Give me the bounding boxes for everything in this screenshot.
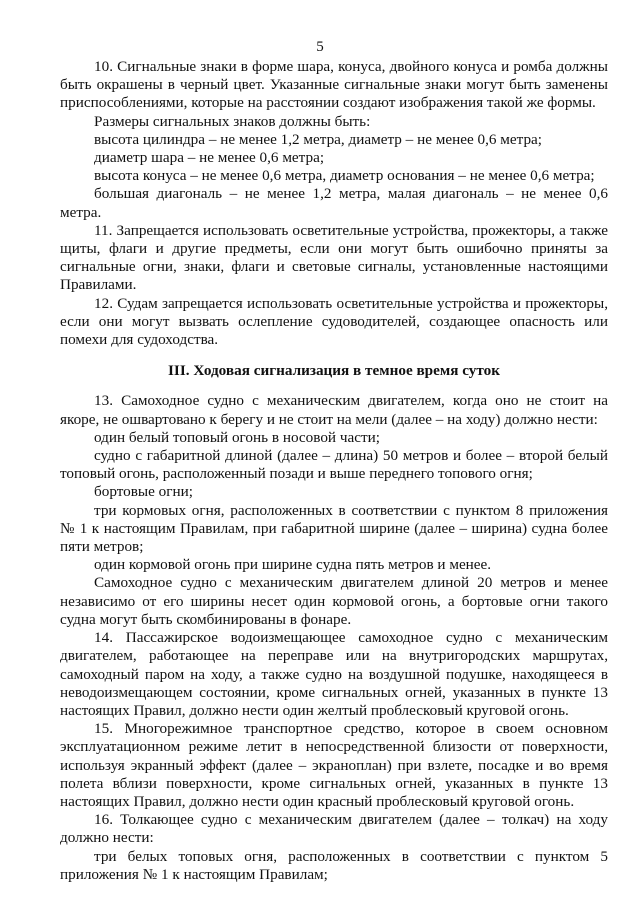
paragraph-sizes-intro: Размеры сигнальных знаков должны быть: [94,112,371,130]
paragraph-13-item-4: три кормовых огня, расположенных в соответствии с пунктом 8 приложения № 1 к настоящим Правилам, при габаритной ширине (далее – ширина) судна более пяти метров; [60,501,608,556]
paragraph-13-item-2: судно с габаритной длиной (далее – длина) 50 метров и более – второй белый топовый огонь, расположенный позади и выше переднего топового огня; [60,447,608,483]
paragraph-cylinder-size: высота цилиндра – не менее 1,2 метра, диаметр – не менее 0,6 метра; [94,130,543,148]
paragraph-13-note: Самоходное судно с механическим двигателем длиной 20 метров и менее независимо от его ширины несет один кормовой огонь, а бортовые огни такого судна могут быть скомбинированы в фонаре. [60,574,608,628]
page-number: 5 [316,39,324,55]
paragraph-16: 16. Толкающее судно с механическим двигателем (далее – толкач) на ходу должно нести: [60,811,608,847]
paragraph-15: 15. Многорежимное транспортное средство, которое в своем основном эксплуатационном режиме летит в непосредственной близости от поверхности, используя экранный эффект (далее – экраноплан) при взлете, посадке и во время полета вблизи поверхности, кроме сигнальных огней, указанных в пункте 13 настоящих Правил, должно нести один красный проблесковый круговой огонь. [60,720,608,810]
paragraph-10: 10. Сигнальные знаки в форме шара, конуса, двойного конуса и ромба должны быть окрашены в черный цвет. Указанные сигнальные знаки могут быть заменены приспособлениями, которые на расстоянии создают изображения такой же формы. [60,58,608,112]
paragraph-ball-size: диаметр шара – не менее 0,6 метра; [94,149,325,167]
paragraph-11: 11. Запрещается использовать осветительные устройства, прожекторы, а также щиты, флаги и другие предметы, если они могут быть ошибочно приняты за сигнальные огни, знаки, флаги и световые сигналы, установленные настоящими Правилами. [60,221,608,294]
paragraph-12: 12. Судам запрещается использовать осветительные устройства и прожекторы, если они могут вызвать ослепление судоводителей, создающее опасность или помехи для судоходства. [60,294,608,349]
paragraph-13: 13. Самоходное судно с механическим двигателем, когда оно не стоит на якоре, не ошвартовано к берегу и не стоит на мели (далее – на ходу) должно нести: [60,392,608,428]
paragraph-13-item-1: один белый топовый огонь в носовой части; [94,428,380,446]
paragraph-14: 14. Пассажирское водоизмещающее самоходное судно с механическим двигателем, работающее на переправе или на внутригородских маршрутах, самоходный паром на ходу, а также судно на воздушной подушке, находящееся в неводоизмещающем состоянии, кроме сигнальных огней, указанных в пункте 13 настоящих Правил, должно нести один желтый проблесковый круговой огонь. [60,629,608,719]
paragraph-rhombus-size: большая диагональ – не менее 1,2 метра, малая диагональ – не менее 0,6 метра. [60,185,608,221]
document-body [60,58,608,884]
section-heading: III. Ходовая сигнализация в темное время суток [168,362,500,380]
paragraph-16-item-1: три белых топовых огня, расположенных в соответствии с пунктом 5 приложения № 1 к настоящим Правилам; [60,847,608,883]
paragraph-13-item-5: один кормовой огонь при ширине судна пять метров и менее. [94,556,492,574]
paragraph-cone-size: высота конуса – не менее 0,6 метра, диаметр основания – не менее 0,6 метра; [94,167,595,185]
paragraph-13-item-3: бортовые огни; [94,483,193,501]
